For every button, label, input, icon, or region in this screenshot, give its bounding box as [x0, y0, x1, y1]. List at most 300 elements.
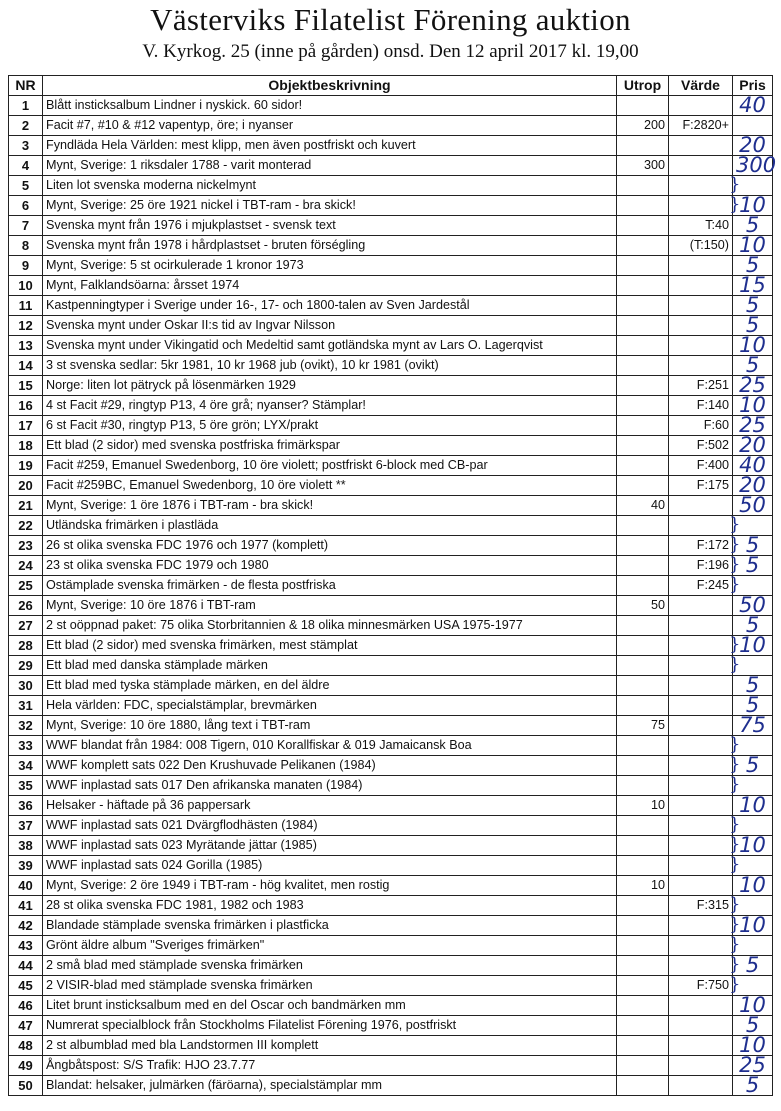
table-row	[9, 476, 773, 496]
catalog-value-cell	[669, 1016, 733, 1036]
handwritten-bracket-mark: }	[729, 174, 741, 195]
table-row	[9, 616, 773, 636]
table-row	[9, 376, 773, 396]
catalog-value-cell	[669, 156, 733, 176]
handwritten-bracket-mark: }	[729, 734, 741, 755]
lot-number-cell: 12	[9, 316, 43, 336]
hammer-price-cell: 10	[733, 996, 773, 1016]
lot-description-cell: Svenska mynt från 1978 i hårdplastset - bruten förségling	[43, 236, 617, 256]
hammer-price-cell: 5	[733, 1076, 773, 1096]
starting-price-cell	[617, 376, 669, 396]
table-row	[9, 736, 773, 756]
starting-price-cell	[617, 1036, 669, 1056]
lot-description-cell: Mynt, Sverige: 1 riksdaler 1788 - varit monterad	[43, 156, 617, 176]
table-row	[9, 196, 773, 216]
starting-price-cell	[617, 576, 669, 596]
starting-price-cell	[617, 616, 669, 636]
catalog-value-cell	[669, 1036, 733, 1056]
catalog-value-cell	[669, 596, 733, 616]
lot-description-cell: Svenska mynt från 1976 i mjukplastset - svensk text	[43, 216, 617, 236]
starting-price-cell	[617, 656, 669, 676]
column-header-varde: Värde	[669, 76, 733, 96]
lot-number-cell: 9	[9, 256, 43, 276]
lot-description-cell: Mynt, Sverige: 2 öre 1949 i TBT-ram - hög kvalitet, men rostig	[43, 876, 617, 896]
hammer-price-cell: 10	[733, 1036, 773, 1056]
starting-price-cell	[617, 676, 669, 696]
hammer-price-cell: 75	[733, 716, 773, 736]
hammer-price-cell: 10 }	[733, 636, 773, 656]
lot-description-cell: Mynt, Sverige: 10 öre 1876 i TBT-ram	[43, 596, 617, 616]
hammer-price-cell: 40	[733, 456, 773, 476]
catalog-value-cell	[669, 196, 733, 216]
handwritten-bracket-mark: }	[729, 654, 741, 675]
lot-number-cell: 6	[9, 196, 43, 216]
table-row	[9, 716, 773, 736]
lot-description-cell: 23 st olika svenska FDC 1979 och 1980	[43, 556, 617, 576]
hammer-price-cell: 10	[733, 396, 773, 416]
lot-description-cell: 6 st Facit #30, ringtyp P13, 5 öre grön; LYX/prakt	[43, 416, 617, 436]
catalog-value-cell	[669, 936, 733, 956]
table-row	[9, 456, 773, 476]
catalog-value-cell	[669, 96, 733, 116]
starting-price-cell	[617, 1016, 669, 1036]
lot-number-cell: 17	[9, 416, 43, 436]
lot-description-cell: Ostämplade svenska frimärken - de flesta postfriska	[43, 576, 617, 596]
lot-description-cell: Ett blad (2 sidor) med svenska frimärken, mest stämplat	[43, 636, 617, 656]
lot-number-cell: 41	[9, 896, 43, 916]
table-row	[9, 576, 773, 596]
table-row	[9, 596, 773, 616]
table-row	[9, 976, 773, 996]
catalog-value-cell	[669, 496, 733, 516]
lot-number-cell: 3	[9, 136, 43, 156]
lot-number-cell: 21	[9, 496, 43, 516]
table-row	[9, 876, 773, 896]
table-row	[9, 1056, 773, 1076]
starting-price-cell: 40	[617, 496, 669, 516]
lot-number-cell: 32	[9, 716, 43, 736]
lot-number-cell: 50	[9, 1076, 43, 1096]
lot-description-cell: 3 st svenska sedlar: 5kr 1981, 10 kr 1968 jub (ovikt), 10 kr 1981 (ovikt)	[43, 356, 617, 376]
handwritten-bracket-mark: }	[729, 634, 741, 655]
lot-description-cell: Ett blad (2 sidor) med svenska postfriska frimärkspar	[43, 436, 617, 456]
table-row	[9, 656, 773, 676]
handwritten-bracket-mark: }	[729, 754, 741, 775]
catalog-value-cell	[669, 776, 733, 796]
catalog-value-cell: F:175	[669, 476, 733, 496]
handwritten-bracket-mark: }	[729, 834, 741, 855]
column-header-nr: NR	[9, 76, 43, 96]
catalog-value-cell	[669, 276, 733, 296]
starting-price-cell	[617, 256, 669, 276]
hammer-price-cell: 10	[733, 796, 773, 816]
catalog-value-cell: F:400	[669, 456, 733, 476]
hammer-price-cell: 25	[733, 376, 773, 396]
lot-number-cell: 37	[9, 816, 43, 836]
lot-number-cell: 5	[9, 176, 43, 196]
hammer-price-cell: 5	[733, 676, 773, 696]
catalog-value-cell: F:2820+	[669, 116, 733, 136]
catalog-value-cell	[669, 176, 733, 196]
lot-description-cell: Helsaker - häftade på 36 pappersark	[43, 796, 617, 816]
handwritten-bracket-mark: }	[729, 954, 741, 975]
catalog-value-cell	[669, 836, 733, 856]
catalog-value-cell	[669, 656, 733, 676]
lot-number-cell: 47	[9, 1016, 43, 1036]
table-row	[9, 696, 773, 716]
lot-number-cell: 24	[9, 556, 43, 576]
table-row	[9, 836, 773, 856]
lot-description-cell: 2 VISIR-blad med stämplade svenska frimärken	[43, 976, 617, 996]
table-row	[9, 436, 773, 456]
table-row	[9, 536, 773, 556]
lot-number-cell: 16	[9, 396, 43, 416]
starting-price-cell	[617, 176, 669, 196]
table-row	[9, 776, 773, 796]
hammer-price-cell: 40	[733, 96, 773, 116]
catalog-value-cell	[669, 796, 733, 816]
catalog-value-cell	[669, 996, 733, 1016]
lot-number-cell: 7	[9, 216, 43, 236]
handwritten-bracket-mark: }	[729, 894, 741, 915]
hammer-price-cell: 20	[733, 476, 773, 496]
hammer-price-cell: 15	[733, 276, 773, 296]
starting-price-cell	[617, 336, 669, 356]
lot-description-cell: Facit #7, #10 & #12 vapentyp, öre; i nyanser	[43, 116, 617, 136]
catalog-value-cell	[669, 636, 733, 656]
starting-price-cell	[617, 1076, 669, 1096]
hammer-price-cell: 5	[733, 356, 773, 376]
hammer-price-cell: 5	[733, 696, 773, 716]
table-row	[9, 936, 773, 956]
table-row	[9, 676, 773, 696]
starting-price-cell: 50	[617, 596, 669, 616]
hammer-price-cell: 10 }	[733, 196, 773, 216]
lot-number-cell: 18	[9, 436, 43, 456]
handwritten-bracket-mark: }	[729, 574, 741, 595]
lot-description-cell: Mynt, Sverige: 10 öre 1880, lång text i TBT-ram	[43, 716, 617, 736]
starting-price-cell	[617, 536, 669, 556]
handwritten-bracket-mark: }	[729, 814, 741, 835]
lot-description-cell: Facit #259, Emanuel Swedenborg, 10 öre violett; postfriskt 6-block med CB-par	[43, 456, 617, 476]
page-title: Västerviks Filatelist Förening auktion	[150, 2, 631, 37]
hammer-price-cell: 5	[733, 296, 773, 316]
lot-description-cell: Mynt, Falklandsöarna: årsset 1974	[43, 276, 617, 296]
table-row	[9, 236, 773, 256]
lot-number-cell: 19	[9, 456, 43, 476]
starting-price-cell	[617, 856, 669, 876]
lot-description-cell: Facit #259BC, Emanuel Swedenborg, 10 öre violett **	[43, 476, 617, 496]
hammer-price-cell: 10	[733, 236, 773, 256]
column-header-pris: Pris	[733, 76, 773, 96]
catalog-value-cell	[669, 816, 733, 836]
lot-number-cell: 27	[9, 616, 43, 636]
catalog-value-cell: F:315	[669, 896, 733, 916]
lot-number-cell: 44	[9, 956, 43, 976]
starting-price-cell: 75	[617, 716, 669, 736]
lot-number-cell: 15	[9, 376, 43, 396]
lot-description-cell: 28 st olika svenska FDC 1981, 1982 och 1983	[43, 896, 617, 916]
starting-price-cell	[617, 1056, 669, 1076]
lot-description-cell: Kastpenningtyper i Sverige under 16-, 17- och 1800-talen av Sven Jardestål	[43, 296, 617, 316]
lot-description-cell: Mynt, Sverige: 25 öre 1921 nickel i TBT-ram - bra skick!	[43, 196, 617, 216]
lot-number-cell: 33	[9, 736, 43, 756]
lot-number-cell: 23	[9, 536, 43, 556]
catalog-value-cell: F:245	[669, 576, 733, 596]
table-row	[9, 516, 773, 536]
starting-price-cell	[617, 476, 669, 496]
catalog-value-cell	[669, 296, 733, 316]
lot-description-cell: Ett blad med tyska stämplade märken, en del äldre	[43, 676, 617, 696]
lot-number-cell: 38	[9, 836, 43, 856]
catalog-value-cell	[669, 336, 733, 356]
hammer-price-cell: 300	[733, 156, 773, 176]
catalog-value-cell	[669, 616, 733, 636]
lot-description-cell: Hela världen: FDC, specialstämplar, brevmärken	[43, 696, 617, 716]
starting-price-cell	[617, 996, 669, 1016]
table-row	[9, 956, 773, 976]
lot-number-cell: 22	[9, 516, 43, 536]
lot-number-cell: 35	[9, 776, 43, 796]
starting-price-cell	[617, 416, 669, 436]
lot-number-cell: 20	[9, 476, 43, 496]
starting-price-cell	[617, 136, 669, 156]
lot-description-cell: Mynt, Sverige: 5 st ocirkulerade 1 kronor 1973	[43, 256, 617, 276]
handwritten-bracket-mark: }	[729, 514, 741, 535]
lot-number-cell: 28	[9, 636, 43, 656]
handwritten-bracket-mark: }	[729, 854, 741, 875]
lot-number-cell: 10	[9, 276, 43, 296]
lot-description-cell: WWF inplastad sats 023 Myrätande jättar (1985)	[43, 836, 617, 856]
lot-number-cell: 26	[9, 596, 43, 616]
lot-number-cell: 8	[9, 236, 43, 256]
lot-number-cell: 49	[9, 1056, 43, 1076]
lot-description-cell: WWF inplastad sats 024 Gorilla (1985)	[43, 856, 617, 876]
lot-number-cell: 11	[9, 296, 43, 316]
lot-description-cell: Ångbåtspost: S/S Trafik: HJO 23.7.77	[43, 1056, 617, 1076]
handwritten-bracket-mark: }	[729, 914, 741, 935]
table-header-row	[9, 76, 773, 96]
lot-number-cell: 1	[9, 96, 43, 116]
catalog-value-cell	[669, 676, 733, 696]
hammer-price-cell: 5	[733, 316, 773, 336]
starting-price-cell	[617, 236, 669, 256]
table-row	[9, 356, 773, 376]
hammer-price-cell: 5	[733, 616, 773, 636]
lot-description-cell: WWF inplastad sats 021 Dvärgflodhästen (1984)	[43, 816, 617, 836]
lot-description-cell: Svenska mynt under Oskar II:s tid av Ingvar Nilsson	[43, 316, 617, 336]
hammer-price-cell: 10 }	[733, 836, 773, 856]
starting-price-cell	[617, 396, 669, 416]
hammer-price-cell: 5 }	[733, 956, 773, 976]
starting-price-cell	[617, 816, 669, 836]
starting-price-cell	[617, 436, 669, 456]
catalog-value-cell	[669, 956, 733, 976]
lot-number-cell: 43	[9, 936, 43, 956]
lot-description-cell: Blandade stämplade svenska frimärken i plastficka	[43, 916, 617, 936]
starting-price-cell	[617, 756, 669, 776]
auction-table	[8, 75, 777, 1097]
lot-number-cell: 36	[9, 796, 43, 816]
lot-number-cell: 46	[9, 996, 43, 1016]
table-row	[9, 916, 773, 936]
starting-price-cell: 200	[617, 116, 669, 136]
hammer-price-cell: 25	[733, 416, 773, 436]
starting-price-cell	[617, 316, 669, 336]
starting-price-cell	[617, 936, 669, 956]
catalog-value-cell	[669, 1056, 733, 1076]
table-row	[9, 156, 773, 176]
hammer-price-cell: 10 }	[733, 916, 773, 936]
hammer-price-cell: 20	[733, 136, 773, 156]
table-row	[9, 1036, 773, 1056]
starting-price-cell	[617, 956, 669, 976]
catalog-value-cell	[669, 316, 733, 336]
lot-number-cell: 31	[9, 696, 43, 716]
catalog-value-cell	[669, 256, 733, 276]
page-subtitle: V. Kyrkog. 25 (inne på gården) onsd. Den 12 april 2017 kl. 19,00	[142, 41, 639, 62]
starting-price-cell	[617, 356, 669, 376]
lot-number-cell: 13	[9, 336, 43, 356]
hammer-price-cell: 5 }	[733, 756, 773, 776]
starting-price-cell: 10	[617, 876, 669, 896]
hammer-price-cell: 10	[733, 336, 773, 356]
table-row	[9, 116, 773, 136]
lot-description-cell: WWF inplastad sats 017 Den afrikanska manaten (1984)	[43, 776, 617, 796]
hammer-price-cell: 5 }	[733, 556, 773, 576]
lot-description-cell: 26 st olika svenska FDC 1976 och 1977 (komplett)	[43, 536, 617, 556]
hammer-price-cell: 50	[733, 496, 773, 516]
lot-number-cell: 4	[9, 156, 43, 176]
column-header-utrop: Utrop	[617, 76, 669, 96]
catalog-value-cell	[669, 1076, 733, 1096]
lot-description-cell: Litet brunt insticksalbum med en del Oscar och bandmärken mm	[43, 996, 617, 1016]
lot-description-cell: Norge: liten lot pätryck på lösenmärken 1929	[43, 376, 617, 396]
hammer-price-cell: 5	[733, 256, 773, 276]
table-row	[9, 296, 773, 316]
lot-number-cell: 2	[9, 116, 43, 136]
lot-description-cell: 2 st oöppnad paket: 75 olika Storbritannien & 18 olika minnesmärken USA 1975-1977	[43, 616, 617, 636]
table-row	[9, 996, 773, 1016]
hammer-price-cell: 5	[733, 216, 773, 236]
starting-price-cell	[617, 276, 669, 296]
hammer-price-cell: 5	[733, 1016, 773, 1036]
catalog-value-cell: F:172	[669, 536, 733, 556]
starting-price-cell	[617, 696, 669, 716]
lot-description-cell: Numrerat specialblock från Stockholms Filatelist Förening 1976, postfriskt	[43, 1016, 617, 1036]
lot-number-cell: 40	[9, 876, 43, 896]
catalog-value-cell	[669, 716, 733, 736]
table-row	[9, 496, 773, 516]
table-row	[9, 1076, 773, 1096]
lot-number-cell: 48	[9, 1036, 43, 1056]
table-row	[9, 896, 773, 916]
table-row	[9, 1016, 773, 1036]
lot-description-cell: Blandat: helsaker, julmärken (färöarna), specialstämplar mm	[43, 1076, 617, 1096]
hammer-price-cell: 25	[733, 1056, 773, 1076]
starting-price-cell	[617, 776, 669, 796]
starting-price-cell: 300	[617, 156, 669, 176]
starting-price-cell	[617, 736, 669, 756]
starting-price-cell	[617, 216, 669, 236]
table-row	[9, 316, 773, 336]
table-row	[9, 756, 773, 776]
table-row	[9, 276, 773, 296]
handwritten-bracket-mark: }	[729, 974, 741, 995]
catalog-value-cell: F:60	[669, 416, 733, 436]
lot-description-cell: WWF komplett sats 022 Den Krushuvade Pelikanen (1984)	[43, 756, 617, 776]
lot-number-cell: 25	[9, 576, 43, 596]
lot-description-cell: Fyndläda Hela Världen: mest klipp, men även postfriskt och kuvert	[43, 136, 617, 156]
lot-number-cell: 29	[9, 656, 43, 676]
column-header-description: Objektbeskrivning	[43, 76, 617, 96]
lot-number-cell: 30	[9, 676, 43, 696]
catalog-value-cell: F:251	[669, 376, 733, 396]
lot-description-cell: 2 st albumblad med bla Landstormen III komplett	[43, 1036, 617, 1056]
starting-price-cell	[617, 196, 669, 216]
starting-price-cell	[617, 96, 669, 116]
starting-price-cell	[617, 976, 669, 996]
handwritten-bracket-mark: }	[729, 194, 741, 215]
catalog-value-cell	[669, 876, 733, 896]
catalog-value-cell: F:140	[669, 396, 733, 416]
table-row	[9, 216, 773, 236]
lot-description-cell: Blått insticksalbum Lindner i nyskick. 60 sidor!	[43, 96, 617, 116]
lot-number-cell: 34	[9, 756, 43, 776]
hammer-price-cell: 5 }	[733, 536, 773, 556]
handwritten-bracket-mark: }	[729, 534, 741, 555]
catalog-value-cell	[669, 696, 733, 716]
table-row	[9, 136, 773, 156]
catalog-value-cell	[669, 916, 733, 936]
lot-description-cell: Liten lot svenska moderna nickelmynt	[43, 176, 617, 196]
table-row	[9, 816, 773, 836]
lot-description-cell: Utländska frimärken i plastläda	[43, 516, 617, 536]
starting-price-cell	[617, 516, 669, 536]
handwritten-bracket-mark: }	[729, 554, 741, 575]
handwritten-bracket-mark: }	[729, 774, 741, 795]
table-row	[9, 856, 773, 876]
catalog-value-cell: F:750	[669, 976, 733, 996]
table-row	[9, 636, 773, 656]
lot-description-cell: Ett blad med danska stämplade märken	[43, 656, 617, 676]
lot-description-cell: Mynt, Sverige: 1 öre 1876 i TBT-ram - bra skick!	[43, 496, 617, 516]
catalog-value-cell: F:502	[669, 436, 733, 456]
lot-description-cell: 4 st Facit #29, ringtyp P13, 4 öre grå; nyanser? Stämplar!	[43, 396, 617, 416]
starting-price-cell	[617, 556, 669, 576]
table-row	[9, 336, 773, 356]
table-row	[9, 256, 773, 276]
table-row	[9, 796, 773, 816]
lot-description-cell: Grönt äldre album "Sveriges frimärken"	[43, 936, 617, 956]
catalog-value-cell	[669, 356, 733, 376]
starting-price-cell	[617, 296, 669, 316]
lot-number-cell: 42	[9, 916, 43, 936]
starting-price-cell	[617, 896, 669, 916]
hammer-price-cell: 50	[733, 596, 773, 616]
catalog-value-cell: (T:150)	[669, 236, 733, 256]
catalog-value-cell	[669, 856, 733, 876]
starting-price-cell	[617, 456, 669, 476]
handwritten-bracket-mark: }	[729, 934, 741, 955]
catalog-value-cell	[669, 516, 733, 536]
hammer-price-cell: 20	[733, 436, 773, 456]
catalog-value-cell	[669, 136, 733, 156]
lot-description-cell: WWF blandat från 1984: 008 Tigern, 010 Korallfiskar & 019 Jamaicansk Boa	[43, 736, 617, 756]
starting-price-cell	[617, 916, 669, 936]
lot-number-cell: 45	[9, 976, 43, 996]
table-row	[9, 416, 773, 436]
